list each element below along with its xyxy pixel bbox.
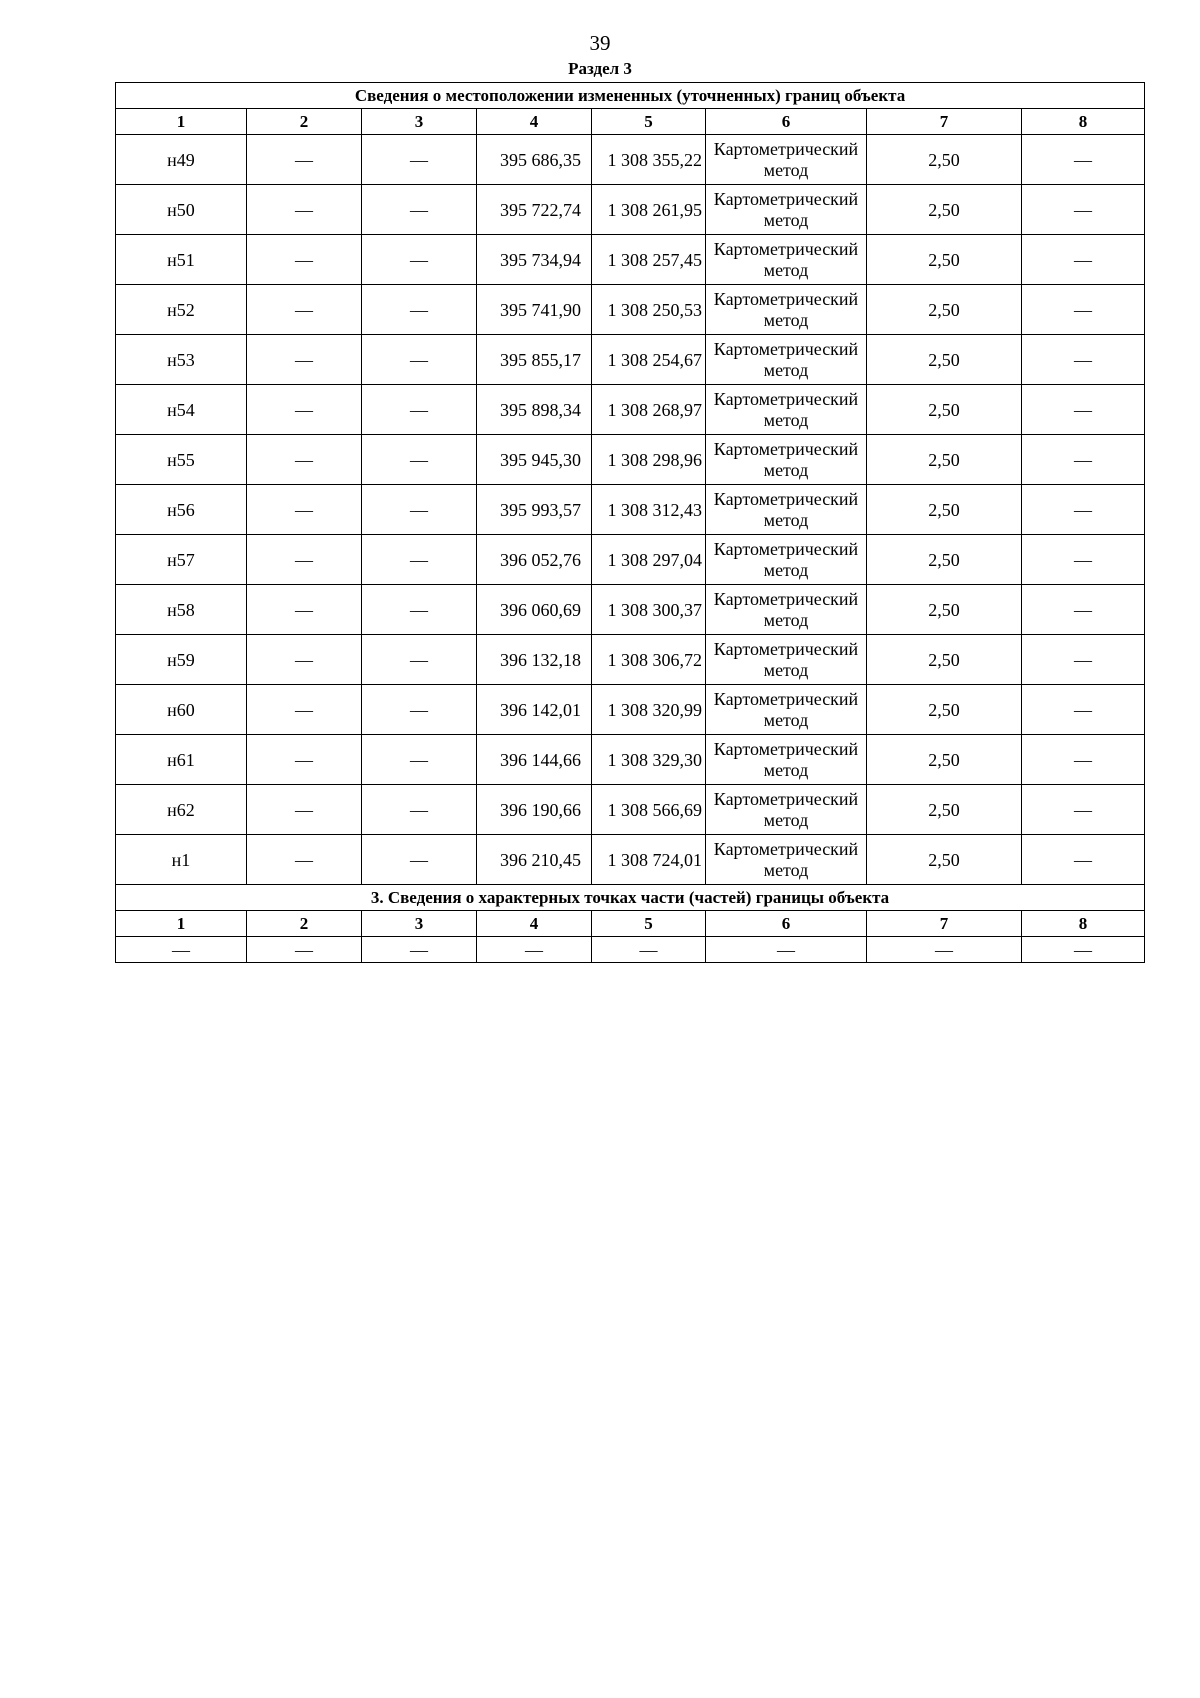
- table-title: Сведения о местоположении измененных (уточненных) границ объекта: [116, 83, 1145, 109]
- cell-col-3: —: [362, 685, 477, 735]
- cell-col-8: —: [1022, 235, 1145, 285]
- cell-coord-y: 1 308 355,22: [592, 135, 706, 185]
- cell-coord-x: 396 052,76: [477, 535, 592, 585]
- column-header: 2: [247, 911, 362, 937]
- cell-coord-y: 1 308 329,30: [592, 735, 706, 785]
- cell-method: Картометрический метод: [706, 235, 867, 285]
- cell-coord-x: 395 855,17: [477, 335, 592, 385]
- cell-point-name: н59: [116, 635, 247, 685]
- cell-col-3: —: [362, 285, 477, 335]
- column-header: 8: [1022, 109, 1145, 135]
- column-header-row: [116, 911, 1145, 937]
- cell-col-3: —: [362, 535, 477, 585]
- cell-col-3: —: [362, 435, 477, 485]
- cell-coord-y: 1 308 250,53: [592, 285, 706, 335]
- cell-method: Картометрический метод: [706, 485, 867, 535]
- column-header: 6: [706, 109, 867, 135]
- cell-method: Картометрический метод: [706, 785, 867, 835]
- table-row: [116, 937, 1145, 963]
- cell-col-8: —: [1022, 285, 1145, 335]
- cell-col-8: —: [1022, 835, 1145, 885]
- cell-point-name: н53: [116, 335, 247, 385]
- cell-method: Картометрический метод: [706, 735, 867, 785]
- cell-col-8: —: [1022, 535, 1145, 585]
- table-title: 3. Сведения о характерных точках части (частей) границы объекта: [116, 885, 1145, 911]
- cell-accuracy: 2,50: [867, 585, 1022, 635]
- cell-col-2: —: [247, 937, 362, 963]
- column-header: 1: [116, 911, 247, 937]
- cell-accuracy: —: [867, 937, 1022, 963]
- cell-accuracy: 2,50: [867, 535, 1022, 585]
- cell-method: Картометрический метод: [706, 285, 867, 335]
- cell-point-name: н54: [116, 385, 247, 435]
- cell-coord-x: 396 144,66: [477, 735, 592, 785]
- cell-col-3: —: [362, 835, 477, 885]
- cell-coord-x: 395 734,94: [477, 235, 592, 285]
- cell-method: Картометрический метод: [706, 635, 867, 685]
- cell-method: Картометрический метод: [706, 585, 867, 635]
- table-row: [116, 485, 1145, 535]
- cell-coord-y: —: [592, 937, 706, 963]
- column-header: 3: [362, 911, 477, 937]
- cell-col-3: —: [362, 785, 477, 835]
- cell-method: Картометрический метод: [706, 835, 867, 885]
- cell-accuracy: 2,50: [867, 235, 1022, 285]
- cell-point-name: н60: [116, 685, 247, 735]
- table-row: [116, 685, 1145, 735]
- cell-col-2: —: [247, 385, 362, 435]
- cell-coord-x: 395 741,90: [477, 285, 592, 335]
- cell-accuracy: 2,50: [867, 635, 1022, 685]
- cell-col-2: —: [247, 835, 362, 885]
- cell-accuracy: 2,50: [867, 185, 1022, 235]
- cell-coord-y: 1 308 268,97: [592, 385, 706, 435]
- column-header: 8: [1022, 911, 1145, 937]
- cell-coord-y: 1 308 261,95: [592, 185, 706, 235]
- cell-coord-y: 1 308 320,99: [592, 685, 706, 735]
- cell-accuracy: 2,50: [867, 385, 1022, 435]
- cell-accuracy: 2,50: [867, 285, 1022, 335]
- cell-accuracy: 2,50: [867, 785, 1022, 835]
- cell-col-8: —: [1022, 335, 1145, 385]
- cell-point-name: н51: [116, 235, 247, 285]
- cell-point-name: н57: [116, 535, 247, 585]
- cell-col-2: —: [247, 635, 362, 685]
- cell-coord-y: 1 308 312,43: [592, 485, 706, 535]
- cell-accuracy: 2,50: [867, 835, 1022, 885]
- table-row: [116, 835, 1145, 885]
- table-row: [116, 785, 1145, 835]
- cell-accuracy: 2,50: [867, 435, 1022, 485]
- cell-accuracy: 2,50: [867, 685, 1022, 735]
- cell-col-8: —: [1022, 735, 1145, 785]
- cell-coord-y: 1 308 300,37: [592, 585, 706, 635]
- table-row: [116, 585, 1145, 635]
- column-header: 5: [592, 109, 706, 135]
- cell-col-8: —: [1022, 185, 1145, 235]
- cell-coord-y: 1 308 297,04: [592, 535, 706, 585]
- column-header: 4: [477, 911, 592, 937]
- cell-method: Картометрический метод: [706, 335, 867, 385]
- cell-col-2: —: [247, 485, 362, 535]
- column-header: 5: [592, 911, 706, 937]
- cell-col-2: —: [247, 235, 362, 285]
- cell-col-8: —: [1022, 635, 1145, 685]
- cell-col-3: —: [362, 385, 477, 435]
- cell-col-2: —: [247, 735, 362, 785]
- section-title: Раздел 3: [568, 59, 632, 78]
- cell-point-name: —: [116, 937, 247, 963]
- column-header: 4: [477, 109, 592, 135]
- cell-coord-y: 1 308 724,01: [592, 835, 706, 885]
- cell-accuracy: 2,50: [867, 485, 1022, 535]
- cell-point-name: н55: [116, 435, 247, 485]
- cell-col-2: —: [247, 685, 362, 735]
- cell-col-2: —: [247, 135, 362, 185]
- cell-col-3: —: [362, 185, 477, 235]
- cell-method: Картометрический метод: [706, 535, 867, 585]
- table-row: [116, 285, 1145, 335]
- column-header: 1: [116, 109, 247, 135]
- table-row: [116, 385, 1145, 435]
- column-header: 6: [706, 911, 867, 937]
- cell-point-name: н52: [116, 285, 247, 335]
- table-title-row: [116, 885, 1145, 911]
- cell-coord-x: 395 898,34: [477, 385, 592, 435]
- cell-method: Картометрический метод: [706, 685, 867, 735]
- table-row: [116, 435, 1145, 485]
- cell-col-2: —: [247, 585, 362, 635]
- column-header: 3: [362, 109, 477, 135]
- cell-col-3: —: [362, 735, 477, 785]
- column-header: 2: [247, 109, 362, 135]
- cell-col-8: —: [1022, 685, 1145, 735]
- cell-coord-x: 396 142,01: [477, 685, 592, 735]
- table-title-row: [116, 83, 1145, 109]
- cell-accuracy: 2,50: [867, 335, 1022, 385]
- table-row: [116, 735, 1145, 785]
- cell-point-name: н50: [116, 185, 247, 235]
- cell-coord-x: 395 686,35: [477, 135, 592, 185]
- cell-coord-y: 1 308 257,45: [592, 235, 706, 285]
- cell-coord-x: 395 945,30: [477, 435, 592, 485]
- cell-col-3: —: [362, 335, 477, 385]
- cell-col-8: —: [1022, 435, 1145, 485]
- cell-col-3: —: [362, 585, 477, 635]
- cell-method: Картометрический метод: [706, 135, 867, 185]
- cell-coord-x: 396 060,69: [477, 585, 592, 635]
- cell-point-name: н49: [116, 135, 247, 185]
- cell-col-2: —: [247, 285, 362, 335]
- cell-col-2: —: [247, 785, 362, 835]
- table-row: [116, 535, 1145, 585]
- cell-coord-x: —: [477, 937, 592, 963]
- table-row: [116, 635, 1145, 685]
- column-header-row: [116, 109, 1145, 135]
- cell-method: —: [706, 937, 867, 963]
- cell-coord-y: 1 308 306,72: [592, 635, 706, 685]
- cell-col-8: —: [1022, 937, 1145, 963]
- cell-col-2: —: [247, 535, 362, 585]
- cell-col-8: —: [1022, 485, 1145, 535]
- cell-col-3: —: [362, 135, 477, 185]
- cell-coord-x: 395 993,57: [477, 485, 592, 535]
- table-row: [116, 135, 1145, 185]
- cell-point-name: н56: [116, 485, 247, 535]
- cell-method: Картометрический метод: [706, 385, 867, 435]
- cell-method: Картометрический метод: [706, 435, 867, 485]
- cell-col-2: —: [247, 335, 362, 385]
- cell-accuracy: 2,50: [867, 735, 1022, 785]
- cell-col-8: —: [1022, 135, 1145, 185]
- cell-col-3: —: [362, 235, 477, 285]
- table-row: [116, 235, 1145, 285]
- table-row: [116, 335, 1145, 385]
- column-header: 7: [867, 109, 1022, 135]
- cell-point-name: н58: [116, 585, 247, 635]
- cell-col-3: —: [362, 485, 477, 535]
- cell-col-2: —: [247, 185, 362, 235]
- cell-method: Картометрический метод: [706, 185, 867, 235]
- cell-coord-y: 1 308 298,96: [592, 435, 706, 485]
- cell-accuracy: 2,50: [867, 135, 1022, 185]
- cell-coord-y: 1 308 254,67: [592, 335, 706, 385]
- cell-coord-x: 396 132,18: [477, 635, 592, 685]
- cell-col-8: —: [1022, 785, 1145, 835]
- cell-coord-x: 396 190,66: [477, 785, 592, 835]
- cell-coord-x: 395 722,74: [477, 185, 592, 235]
- cell-coord-x: 396 210,45: [477, 835, 592, 885]
- cell-point-name: н62: [116, 785, 247, 835]
- table-row: [116, 185, 1145, 235]
- cell-point-name: н61: [116, 735, 247, 785]
- cell-col-3: —: [362, 635, 477, 685]
- page-number: 39: [589, 31, 611, 55]
- column-header: 7: [867, 911, 1022, 937]
- cell-col-2: —: [247, 435, 362, 485]
- boundary-points-table: [115, 82, 1145, 963]
- cell-coord-y: 1 308 566,69: [592, 785, 706, 835]
- cell-col-3: —: [362, 937, 477, 963]
- cell-col-8: —: [1022, 385, 1145, 435]
- cell-point-name: н1: [116, 835, 247, 885]
- cell-col-8: —: [1022, 585, 1145, 635]
